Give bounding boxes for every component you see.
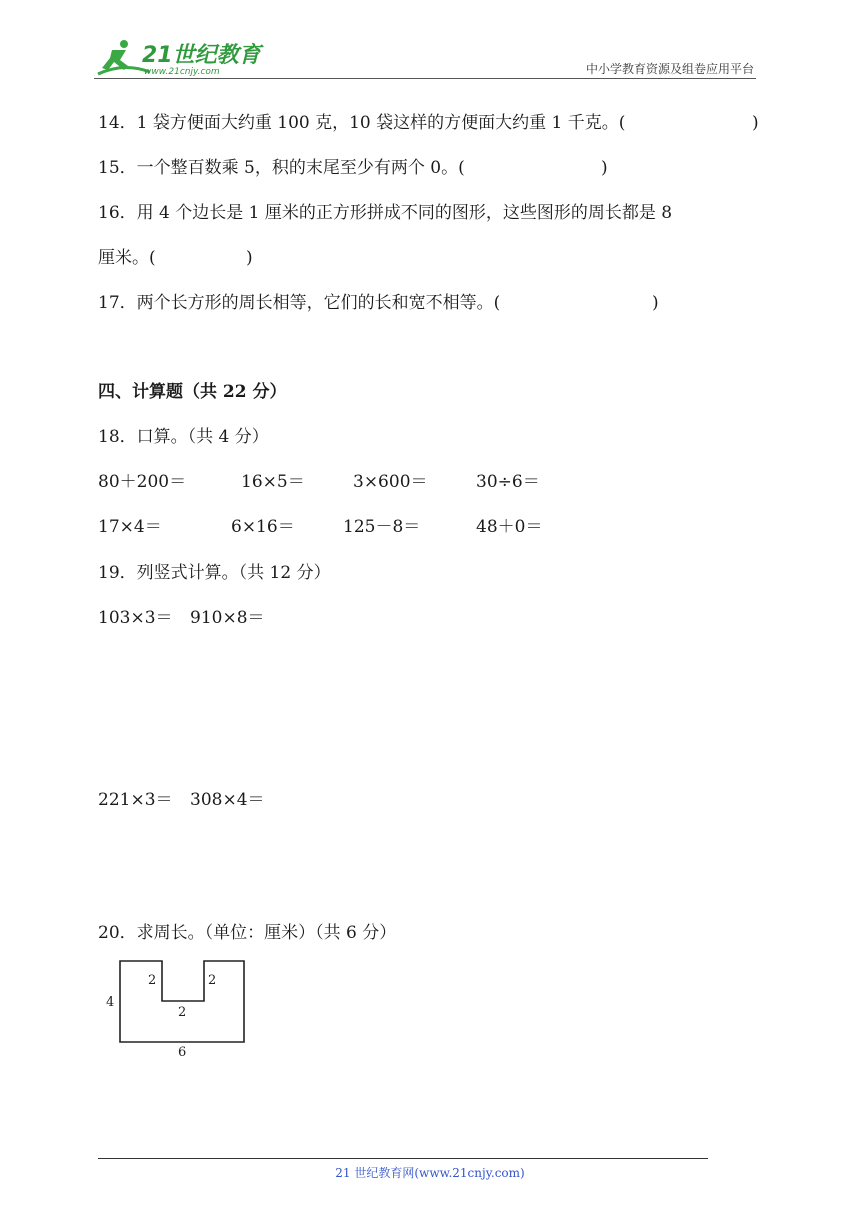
vertical-calc-item: 308×4＝ — [190, 790, 265, 810]
footer-divider — [98, 1158, 708, 1159]
question-17-close: ) — [652, 293, 659, 313]
mental-math-item: 30÷6＝ — [476, 472, 540, 492]
section-title: 四、计算题（共 22 分） — [98, 382, 287, 402]
footer-link[interactable]: 21 世纪教育网(www.21cnjy.com) — [335, 1166, 525, 1180]
question-17: 17．两个长方形的周长相等，它们的长和宽不相等。( — [98, 293, 501, 313]
label-left: 4 — [106, 995, 115, 1010]
label-notch-left: 2 — [148, 973, 157, 988]
question-20-title: 20．求周长。（单位：厘米）（共 6 分） — [98, 923, 397, 943]
mental-math-item: 6×16＝ — [231, 517, 295, 537]
question-16-line1: 16．用 4 个边长是 1 厘米的正方形拼成不同的图形，这些图形的周长都是 8 — [98, 203, 673, 223]
question-14: 14．1 袋方便面大约重 100 克，10 袋这样的方便面大约重 1 千克。( — [98, 113, 626, 133]
label-bottom: 6 — [178, 1045, 187, 1060]
question-14-close: ) — [752, 113, 759, 133]
vertical-calc-item: 103×3＝ — [98, 608, 173, 628]
question-16-line2: 厘米。( — [98, 248, 156, 268]
header-divider — [94, 78, 756, 79]
header-platform-text: 中小学教育资源及组卷应用平台 — [585, 62, 754, 76]
logo-sub: www.21cnjy.com — [144, 67, 220, 77]
mental-math-item: 125－8＝ — [343, 517, 421, 537]
question-16-close: ) — [246, 248, 253, 268]
mental-math-item: 3×600＝ — [353, 472, 428, 492]
label-notch-right: 2 — [208, 973, 217, 988]
mental-math-item: 48＋0＝ — [476, 517, 543, 537]
perimeter-figure — [98, 952, 258, 1064]
mental-math-item: 80＋200＝ — [98, 472, 187, 492]
vertical-calc-item: 910×8＝ — [190, 608, 265, 628]
question-15: 15．一个整百数乘 5，积的末尾至少有两个 0。( — [98, 158, 465, 178]
question-15-close: ) — [601, 158, 608, 178]
question-18-title: 18．口算。（共 4 分） — [98, 427, 269, 447]
figure-shape — [120, 961, 244, 1042]
logo — [94, 36, 274, 80]
mental-math-item: 16×5＝ — [241, 472, 305, 492]
logo-main: 21世纪教育 — [142, 43, 261, 68]
question-19-title: 19．列竖式计算。（共 12 分） — [98, 563, 331, 583]
label-notch-bottom: 2 — [178, 1005, 187, 1020]
mental-math-item: 17×4＝ — [98, 517, 162, 537]
vertical-calc-item: 221×3＝ — [98, 790, 173, 810]
